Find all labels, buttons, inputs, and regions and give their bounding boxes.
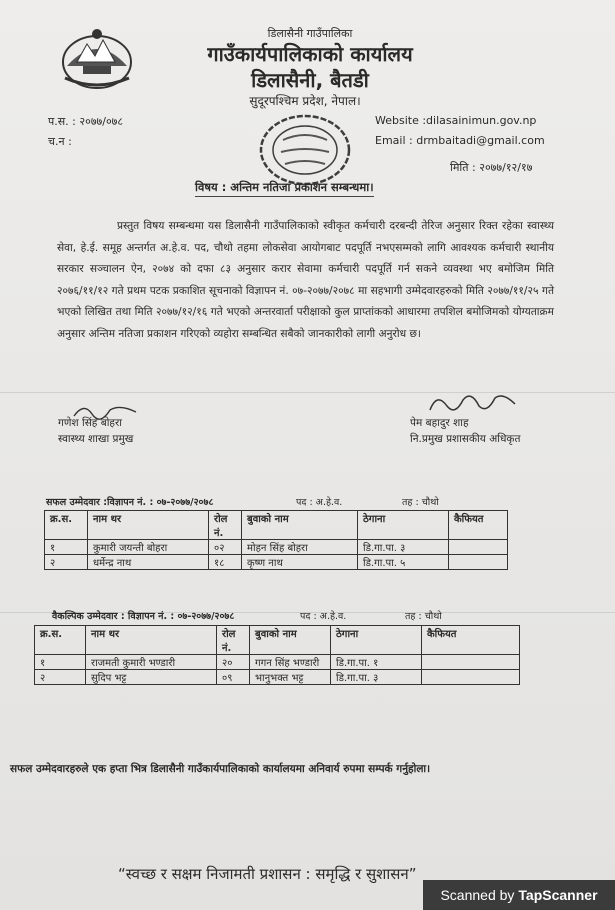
- municipality-name-small: डिलासैनी गाउँपालिका: [267, 27, 353, 40]
- signatory-right-name: पेम बहादुर शाह: [410, 417, 469, 429]
- table-header-row: [35, 626, 520, 655]
- cell: २०: [217, 655, 250, 670]
- cell: धर्मेन्द्र नाथ: [88, 555, 209, 570]
- column-header: क्र.स.: [35, 626, 86, 655]
- signatory-left-name: गणेश सिंह बोहरा: [58, 417, 123, 429]
- column-header: ठेगाना: [358, 511, 449, 540]
- signatory-right-title: नि.प्रमुख प्रशासकीय अधिकृत: [410, 433, 521, 445]
- reference-number: प.स. : २०७७/०७८: [48, 115, 124, 128]
- cell: २: [45, 555, 88, 570]
- watermark-prefix: Scanned by: [440, 887, 515, 903]
- table-row: [35, 670, 520, 685]
- scanner-watermark: [423, 880, 615, 910]
- signatory-right: [410, 415, 520, 447]
- cell: डि.गा.पा. ३: [358, 540, 449, 555]
- cell: राजमती कुमारी भण्डारी: [86, 655, 217, 670]
- alternate-post: पद : अ.हे.व.: [300, 611, 347, 622]
- cell: भानुभक्त भट्ट: [250, 670, 331, 685]
- letter-subject: विषय : अन्तिम नतिजा प्रकाशन सम्बन्धमा।: [195, 180, 374, 197]
- column-header: रोल नं.: [217, 626, 250, 655]
- successful-caption: सफल उम्मेदवार :विज्ञापन नं. : ०७-२०७७/२०७८: [46, 497, 214, 508]
- successful-post: पद : अ.हे.व.: [296, 497, 343, 508]
- alternate-caption: वैकल्पिक उम्मेदवार : विज्ञापन नं. : ०७-२०७७/२०७८: [52, 611, 235, 622]
- letter-body-paragraph: प्रस्तुत विषय सम्बन्धमा यस डिलासैनी गाउँपालिकाको स्वीकृत कर्मचारी दरबन्दी तेरिज अनुसार रिक्त रहेका स्वास्थ्य सेवा, हे.ई. समूह अन्तर्गत अ.हे.व. पद, चौथो तहमा लोकसेवा आयोगबाट पदपूर्ति नभएसम्मको लागि आवश्यक कर्मचारी स्थानीय सरकार सञ्चालन ऐन, २०७४ को दफा ८३ अनुसार करार सेवामा कर्मचारी पदपूर्ति गर्न सकने व्यवस्था भए बमोजिम मिति २०७६/११/१२ गते प्रथम पटक प्रकाशित सूचनाको विज्ञापन नं. ०७-२०७७/२०७८ मा सहभागी उम्मेदवारहरुको मिति २०७७/११/२५ गते भएको लिखित तथा मिति २०७७/१२/१६ गते भएको अन्तरवार्ता परीक्षाको कुल प्राप्तांकको आधारमा तपशिल बमोजिमको योग्यताक्रम अनुसार अन्तिम नतिजा प्रकाशन गरिएको व्यहोरा सम्बन्धित सबैको जानकारीको लागी अनुरोध छ।: [57, 220, 554, 340]
- office-seal-icon: [255, 110, 355, 190]
- column-header: नाम थर: [88, 511, 209, 540]
- province-line: सुदूरपश्चिम प्रदेश, नेपाल।: [249, 94, 361, 108]
- alternate-level: तह : चौथो: [405, 611, 442, 622]
- office-title: गाउँकार्यपालिकाको कार्यालय: [207, 42, 413, 66]
- column-header: नाम थर: [86, 626, 217, 655]
- column-header: कैफियत: [449, 511, 508, 540]
- cell: कुमारी जयन्ती बोहरा: [88, 540, 209, 555]
- successful-level: तह : चौथो: [402, 497, 439, 508]
- signatory-left-title: स्वास्थ्य शाखा प्रमुख: [58, 433, 134, 445]
- letter-date: मिति : २०७७/१२/१७: [450, 161, 533, 174]
- website: Website :dilasainimun.gov.np: [375, 114, 537, 127]
- table-row: [45, 555, 508, 570]
- cell: १: [45, 540, 88, 555]
- signature-right: [425, 388, 520, 418]
- column-header: बुवाको नाम: [242, 511, 358, 540]
- cell: १८: [209, 555, 242, 570]
- signatory-left: [58, 415, 133, 447]
- cell: गगन सिंह भण्डारी: [250, 655, 331, 670]
- closing-note: सफल उम्मेदवारहरुले एक हप्ता भित्र डिलासैनी गाउँकार्यपालिकाको कार्यालयमा अनिवार्य रुपमा सम्पर्क गर्नुहोला।: [10, 763, 431, 775]
- cell: [449, 555, 508, 570]
- cell: २: [35, 670, 86, 685]
- cell: ०२: [209, 540, 242, 555]
- office-location: डिलासैनी, बैतडी: [251, 68, 369, 92]
- cell: डि.गा.पा. १: [331, 655, 422, 670]
- table-row: [45, 540, 508, 555]
- table-row: [35, 655, 520, 670]
- paper-fold-line: [0, 392, 615, 393]
- watermark-brand: TapScanner: [518, 887, 598, 903]
- nepal-emblem-icon: [55, 22, 139, 94]
- dispatch-number: च.न :: [48, 135, 72, 148]
- cell: डि.गा.पा. ३: [331, 670, 422, 685]
- cell: [422, 670, 520, 685]
- slogan: “स्वच्छ र सक्षम निजामती प्रशासन : समृद्धि र सुशासन”: [118, 865, 417, 883]
- table-header-row: [45, 511, 508, 540]
- column-header: रोल नं.: [209, 511, 242, 540]
- cell: ०९: [217, 670, 250, 685]
- alternate-table: [34, 625, 520, 685]
- letter-body: [57, 216, 554, 345]
- cell: डि.गा.पा. ५: [358, 555, 449, 570]
- cell: सुदिप भट्ट: [86, 670, 217, 685]
- column-header: कैफियत: [422, 626, 520, 655]
- cell: १: [35, 655, 86, 670]
- successful-table: [44, 510, 508, 570]
- cell: कृष्ण नाथ: [242, 555, 358, 570]
- column-header: ठेगाना: [331, 626, 422, 655]
- cell: [422, 655, 520, 670]
- email: Email : drmbaitadi@gmail.com: [375, 134, 545, 147]
- cell: [449, 540, 508, 555]
- cell: मोहन सिंह बोहरा: [242, 540, 358, 555]
- column-header: बुवाको नाम: [250, 626, 331, 655]
- column-header: क्र.स.: [45, 511, 88, 540]
